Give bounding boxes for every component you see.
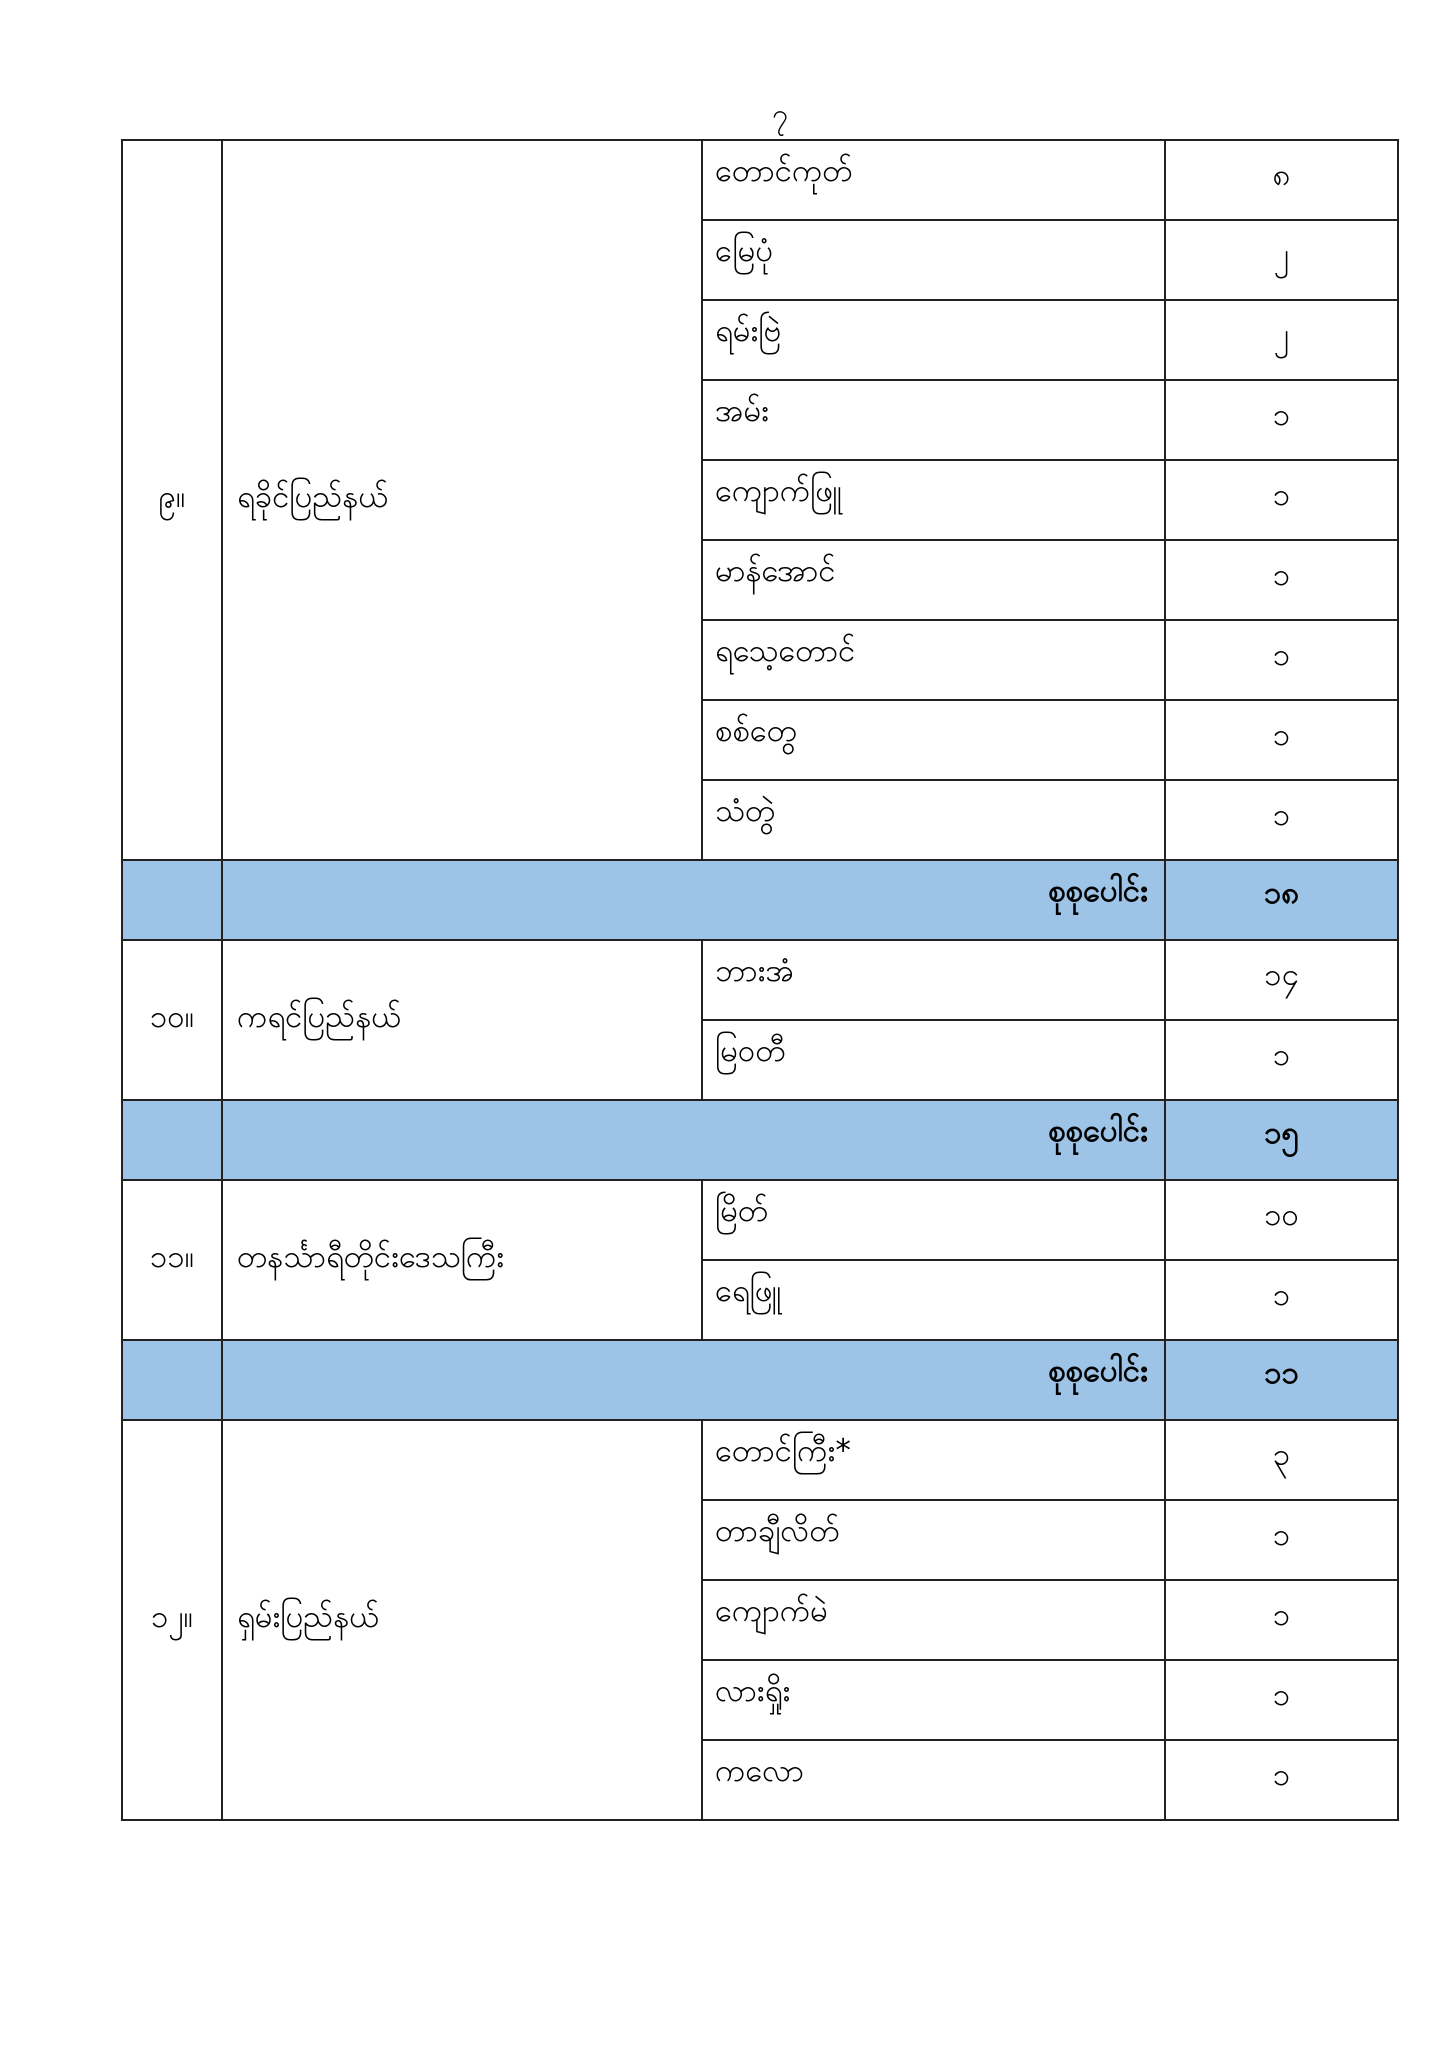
town-count: ၁ xyxy=(1165,1260,1398,1340)
subtotal-blank-cell xyxy=(122,1340,222,1420)
region-name: ရှမ်းပြည်နယ် xyxy=(222,1420,702,1820)
town-count: ၁ xyxy=(1165,1500,1398,1580)
town-name: လားရှိုး xyxy=(702,1660,1165,1740)
town-name: တောင်ကုတ် xyxy=(702,140,1165,220)
town-name: ကလော xyxy=(702,1740,1165,1820)
region-name: ရခိုင်ပြည်နယ် xyxy=(222,140,702,860)
region-name: ကရင်ပြည်နယ် xyxy=(222,940,702,1100)
town-name: ဘားအံ xyxy=(702,940,1165,1020)
town-count: ၁ xyxy=(1165,1020,1398,1100)
page-number: ၇ xyxy=(772,98,788,131)
town-count: ၁ xyxy=(1165,620,1398,700)
region-name: တနင်္သာရီတိုင်းဒေသကြီး xyxy=(222,1180,702,1340)
township-table xyxy=(121,139,1399,1821)
subtotal-row xyxy=(122,1340,1398,1420)
table-row xyxy=(122,1180,1398,1260)
town-name: ရမ်းဗြဲ xyxy=(702,300,1165,380)
town-name: ကျောက်ဖြူ xyxy=(702,460,1165,540)
town-count: ၁ xyxy=(1165,460,1398,540)
town-name: မြဝတီ xyxy=(702,1020,1165,1100)
town-count: ၁၄ xyxy=(1165,940,1398,1020)
town-name: မာန်အောင် xyxy=(702,540,1165,620)
table-row xyxy=(122,940,1398,1020)
town-name: ရေဖြူ xyxy=(702,1260,1165,1340)
table-row xyxy=(122,140,1398,220)
town-count: ၂ xyxy=(1165,220,1398,300)
town-count: ၁ xyxy=(1165,380,1398,460)
section-number: ၁၂။ xyxy=(122,1420,222,1820)
town-name: စစ်တွေ xyxy=(702,700,1165,780)
subtotal-row xyxy=(122,860,1398,940)
subtotal-value: ၁၈ xyxy=(1165,860,1398,940)
town-count: ၂ xyxy=(1165,300,1398,380)
town-count: ၈ xyxy=(1165,140,1398,220)
town-count: ၁၀ xyxy=(1165,1180,1398,1260)
town-name: တာချီလိတ် xyxy=(702,1500,1165,1580)
subtotal-label: စုစုပေါင်း xyxy=(222,1100,1165,1180)
town-count: ၃ xyxy=(1165,1420,1398,1500)
section-number: ၁၀။ xyxy=(122,940,222,1100)
town-count: ၁ xyxy=(1165,1580,1398,1660)
subtotal-label: စုစုပေါင်း xyxy=(222,1340,1165,1420)
section-number: ၁၁။ xyxy=(122,1180,222,1340)
subtotal-value: ၁၅ xyxy=(1165,1100,1398,1180)
subtotal-label: စုစုပေါင်း xyxy=(222,860,1165,940)
town-count: ၁ xyxy=(1165,1660,1398,1740)
table-row xyxy=(122,1420,1398,1500)
subtotal-value: ၁၁ xyxy=(1165,1340,1398,1420)
town-count: ၁ xyxy=(1165,780,1398,860)
town-name: ကျောက်မဲ xyxy=(702,1580,1165,1660)
town-count: ၁ xyxy=(1165,1740,1398,1820)
town-count: ၁ xyxy=(1165,700,1398,780)
town-name: တောင်ကြီး* xyxy=(702,1420,1165,1500)
subtotal-row xyxy=(122,1100,1398,1180)
subtotal-blank-cell xyxy=(122,860,222,940)
town-count: ၁ xyxy=(1165,540,1398,620)
section-number: ၉။ xyxy=(122,140,222,860)
town-name: သံတွဲ xyxy=(702,780,1165,860)
town-name: အမ်း xyxy=(702,380,1165,460)
subtotal-blank-cell xyxy=(122,1100,222,1180)
town-name: ရသေ့တောင် xyxy=(702,620,1165,700)
town-name: မြိတ် xyxy=(702,1180,1165,1260)
town-name: မြေပုံ xyxy=(702,220,1165,300)
